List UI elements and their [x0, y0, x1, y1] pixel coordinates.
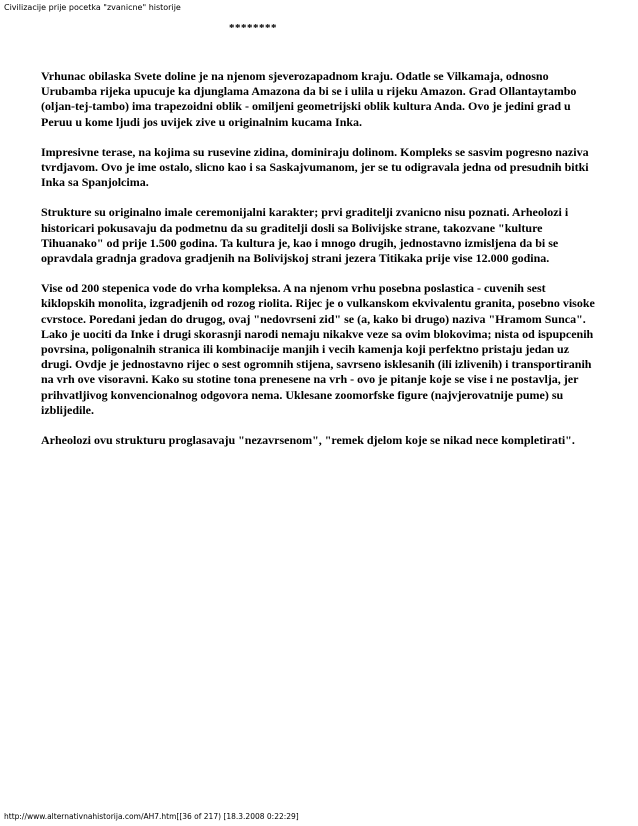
paragraph: Vrhunac obilaska Svete doline je na njenom sjeverozapadnom kraju. Odatle se Vilkamaja, odnosno Urubamba rijeka upucuje ka djunglama Amazona da bi se i ulila u rijeku Amazon. Grad Ollantaytambo (oljan-tej-tambo) ima trapezoidni oblik - omiljeni geometrijski oblik kultura Anda. Ovo je jedini grad u Peruu u kome ljudi jos uvijek zive u originalnim kucama Inka.: [41, 69, 577, 129]
page-header-title: Civilizacije prije pocetka "zvanicne" historije: [4, 3, 181, 12]
paragraph: Impresivne terase, na kojima su rusevine zidina, dominiraju dolinom. Kompleks se sasvim pogresno naziva tvrdjavom. Ovo je ime ostalo, slicno kao i sa Saskajvumanom, jer se tu odigravala jedna od presudnih bitki Inka sa Spanjolcima.: [41, 144, 589, 190]
section-separator: ********: [229, 22, 277, 34]
paragraph: Vise od 200 stepenica vode do vrha kompleksa. A na njenom vrhu posebna poslastica - cuvenih sest kiklopskih monolita, izgradjenih od rozog riolita. Rijec je o vulkanskom ekvivalentu granita, posebno visoke cvrstoce. Poredani jedan do drugog, ovaj "nedovrseni zid" se (a, kako bi drugo) naziva "Hramom Sunca". Lako je uociti da Inke i drugi skorasnji narodi nemaju nikakve veze sa ovim blokovima; nista od ispupcenih povrsina, poligonalnih stranica ili kombinacije manjih i vecih kamenja koji perfektno pristaju jedan uz drugi. Ovdje je jednostavno rijec o sest ogromnih stijena, savrseno isklesanih (ili izlivenih) i transportiranih na vrh ove visoravni. Kako su stotine tona prenesene na vrh - ovo je pitanje koje se vise i ne postavlja, jer prihvatljivog konvencionalnog odgovora nema. Uklesane zoomorfske figure (najvjerovatnije pume) su izblijedile.: [41, 281, 595, 417]
article-body: [41, 69, 601, 463]
page-footer-url: http://www.alternativnahistorija.com/AH7.htm[[36 of 217) [18.3.2008 0:22:29]: [4, 812, 299, 821]
paragraph: Strukture su originalno imale ceremonijalni karakter; prvi graditelji zvanicno nisu poznati. Arheolozi i historicari pokusavaju da podmetnu da su graditelji dosli sa Bolivijske strane, takozvane "kulture Tihuanako" od prije 1.500 godina. Ta kultura je, kao i mnogo drugih, jednostavno izmisljena da bi se opravdala gradnja gradova gradjenih na Bolivijskoj strani jezera Titikaka prije vise 12.000 godina.: [41, 205, 569, 266]
paragraph: Arheolozi ovu strukturu proglasavaju "nezavrsenom", "remek djelom koje se nikad nece kompletirati".: [41, 433, 575, 448]
